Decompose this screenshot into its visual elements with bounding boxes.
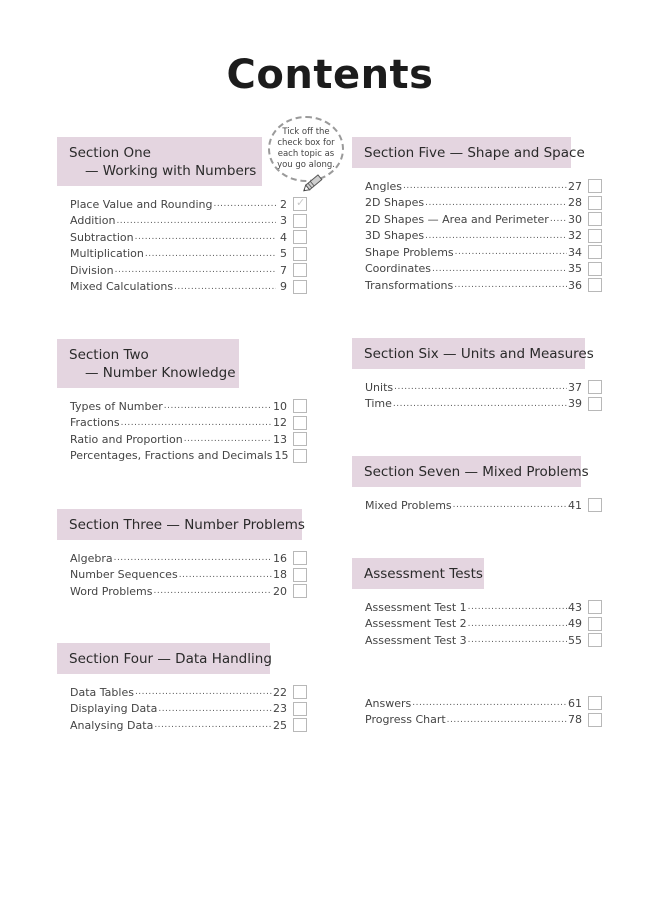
topic-checkbox[interactable] <box>588 229 602 243</box>
topic-row <box>70 262 307 279</box>
page-number: 39 <box>568 397 582 411</box>
topic-list <box>352 379 602 412</box>
page-number: 18 <box>273 568 287 582</box>
topic-label: Place Value and Rounding <box>70 197 213 211</box>
topic-label: Mixed Problems <box>365 498 452 512</box>
topic-row <box>365 379 602 396</box>
topic-label: Division <box>70 263 114 277</box>
topic-row <box>365 632 602 649</box>
topic-list <box>57 398 307 464</box>
topic-row <box>70 583 307 600</box>
topic-label: Addition <box>70 214 116 228</box>
topic-label: Coordinates <box>365 262 432 276</box>
topic-label: 3D Shapes <box>365 229 425 243</box>
topic-row <box>365 497 602 514</box>
topic-list <box>57 550 307 600</box>
topic-checkbox[interactable] <box>588 397 602 411</box>
topic-checkbox[interactable] <box>588 278 602 292</box>
tip-text: Tick off the check box for each topic as you go along. <box>277 127 335 170</box>
topic-checkbox[interactable] <box>588 262 602 276</box>
topic-checkbox[interactable] <box>293 214 307 228</box>
section-title: Section Two <box>69 347 149 363</box>
topic-checkbox[interactable] <box>588 245 602 259</box>
section-header <box>57 643 270 674</box>
topic-label: Number Sequences <box>70 568 178 582</box>
section-header <box>352 456 589 487</box>
topic-checkbox[interactable] <box>293 432 307 446</box>
topic-checkbox[interactable] <box>588 212 602 226</box>
topic-row <box>365 195 602 212</box>
topic-row <box>365 244 602 261</box>
topic-row <box>70 448 307 465</box>
page-number: 27 <box>568 179 582 193</box>
section-two <box>57 339 307 464</box>
topic-label: Fractions <box>70 416 120 430</box>
page-number: 3 <box>280 214 287 228</box>
section-one <box>57 137 307 295</box>
topic-label: Percentages, Fractions and Decimals <box>70 449 273 463</box>
topic-checkbox[interactable] <box>293 280 307 294</box>
topic-row <box>70 213 307 230</box>
page-number: 25 <box>273 718 287 732</box>
section-header <box>352 137 585 168</box>
section-header <box>57 339 239 388</box>
page-number: 55 <box>568 633 582 647</box>
page-number: 2 <box>280 197 287 211</box>
topic-list <box>57 684 307 734</box>
topic-list <box>352 599 602 649</box>
topic-label: Ratio and Proportion <box>70 432 183 446</box>
topic-checkbox[interactable] <box>293 197 307 211</box>
section-title: Section One <box>69 145 151 161</box>
topic-checkbox[interactable] <box>293 718 307 732</box>
topic-checkbox[interactable] <box>293 230 307 244</box>
topic-label: Transformations <box>365 278 454 292</box>
topic-label: Data Tables <box>70 685 134 699</box>
topic-list <box>57 196 307 295</box>
topic-checkbox[interactable] <box>588 179 602 193</box>
topic-checkbox[interactable] <box>293 247 307 261</box>
section-title: Section Three — Number Problems <box>69 517 305 533</box>
page-number: 61 <box>568 696 582 710</box>
page-number: 43 <box>568 600 582 614</box>
topic-checkbox[interactable] <box>293 702 307 716</box>
topic-row <box>365 228 602 245</box>
topic-label: Assessment Test 2 <box>365 617 467 631</box>
topic-checkbox[interactable] <box>588 380 602 394</box>
section-six <box>352 338 602 412</box>
topic-label: Multiplication <box>70 247 144 261</box>
topic-checkbox[interactable] <box>293 399 307 413</box>
topic-label: Angles <box>365 179 403 193</box>
section-extras <box>352 695 602 728</box>
page-number: 13 <box>273 432 287 446</box>
topic-row <box>70 415 307 432</box>
topic-row <box>365 277 602 294</box>
topic-checkbox[interactable] <box>293 416 307 430</box>
page-number: 9 <box>280 280 287 294</box>
topic-label: Displaying Data <box>70 702 158 716</box>
topic-label: Types of Number <box>70 399 163 413</box>
page-title: Contents <box>226 52 434 98</box>
page-number: 36 <box>568 278 582 292</box>
topic-row <box>70 550 307 567</box>
section-header <box>352 558 484 589</box>
topic-label: 2D Shapes <box>365 196 425 210</box>
page-number: 78 <box>568 713 582 727</box>
topic-checkbox[interactable] <box>293 449 307 463</box>
section-four <box>57 643 307 734</box>
page-number: 30 <box>568 212 582 226</box>
topic-row <box>365 599 602 616</box>
topic-checkbox[interactable] <box>293 685 307 699</box>
section-title: Section Five — Shape and Space <box>364 145 585 161</box>
topic-checkbox[interactable] <box>588 498 602 512</box>
topic-row <box>70 398 307 415</box>
topic-label: Time <box>365 397 392 411</box>
topic-row <box>365 695 602 712</box>
topic-row <box>70 196 307 213</box>
topic-row <box>365 616 602 633</box>
section-assessment <box>352 558 602 649</box>
section-header <box>57 137 262 186</box>
topic-label: Subtraction <box>70 230 134 244</box>
page-number: 12 <box>273 416 287 430</box>
page-number: 37 <box>568 380 582 394</box>
page-number: 32 <box>568 229 582 243</box>
section-seven <box>352 456 602 514</box>
topic-list <box>352 178 602 294</box>
page-number: 35 <box>568 262 582 276</box>
topic-row <box>70 279 307 296</box>
topic-label: Units <box>365 380 394 394</box>
topic-row <box>365 712 602 729</box>
topic-row <box>70 246 307 263</box>
topic-label: Assessment Test 3 <box>365 633 467 647</box>
topic-label: Word Problems <box>70 584 153 598</box>
section-subtitle: — Number Knowledge <box>85 365 236 381</box>
topic-label: Mixed Calculations <box>70 280 174 294</box>
topic-row <box>365 211 602 228</box>
topic-label: Algebra <box>70 551 113 565</box>
topic-label: Shape Problems <box>365 245 454 259</box>
section-header <box>352 338 594 369</box>
page-number: 5 <box>280 247 287 261</box>
page-number: 4 <box>280 230 287 244</box>
topic-row <box>365 396 602 413</box>
topic-row <box>70 701 307 718</box>
section-title: Section Four — Data Handling <box>69 651 272 667</box>
topic-checkbox[interactable] <box>588 600 602 614</box>
page-number: 15 <box>274 449 289 463</box>
page-number: 10 <box>273 399 287 413</box>
topic-label: Answers <box>365 696 412 710</box>
topic-row <box>70 431 307 448</box>
topic-row <box>70 684 307 701</box>
section-subtitle: — Working with Numbers <box>85 163 257 179</box>
topic-checkbox[interactable] <box>588 713 602 727</box>
topic-row <box>70 567 307 584</box>
topic-label: Progress Chart <box>365 713 446 727</box>
page-number: 7 <box>280 263 287 277</box>
topic-checkbox[interactable] <box>293 263 307 277</box>
topic-checkbox[interactable] <box>588 696 602 710</box>
page-number: 20 <box>273 584 287 598</box>
topic-checkbox[interactable] <box>588 196 602 210</box>
topic-checkbox[interactable] <box>293 551 307 565</box>
topic-row <box>70 717 307 734</box>
page-number: 16 <box>273 551 287 565</box>
section-three <box>57 509 307 600</box>
page-number: 23 <box>273 702 287 716</box>
section-title: Section Seven — Mixed Problems <box>364 464 589 480</box>
topic-label: 2D Shapes — Area and Perimeter <box>365 212 549 226</box>
topic-row <box>365 178 602 195</box>
page-number: 22 <box>273 685 287 699</box>
topic-checkbox[interactable] <box>588 633 602 647</box>
topic-checkbox[interactable] <box>293 584 307 598</box>
topic-list <box>352 497 602 514</box>
topic-checkbox[interactable] <box>588 617 602 631</box>
topic-label: Analysing Data <box>70 718 154 732</box>
section-five <box>352 137 602 294</box>
section-title: Assessment Tests <box>364 566 483 582</box>
topic-row <box>70 229 307 246</box>
topic-list <box>352 695 602 728</box>
page-number: 49 <box>568 617 582 631</box>
topic-label: Assessment Test 1 <box>365 600 467 614</box>
topic-row <box>365 261 602 278</box>
page-number: 34 <box>568 245 582 259</box>
section-title: Section Six — Units and Measures <box>364 346 594 362</box>
page-number: 41 <box>568 498 582 512</box>
topic-checkbox[interactable] <box>293 568 307 582</box>
page-number: 28 <box>568 196 582 210</box>
section-header <box>57 509 305 540</box>
